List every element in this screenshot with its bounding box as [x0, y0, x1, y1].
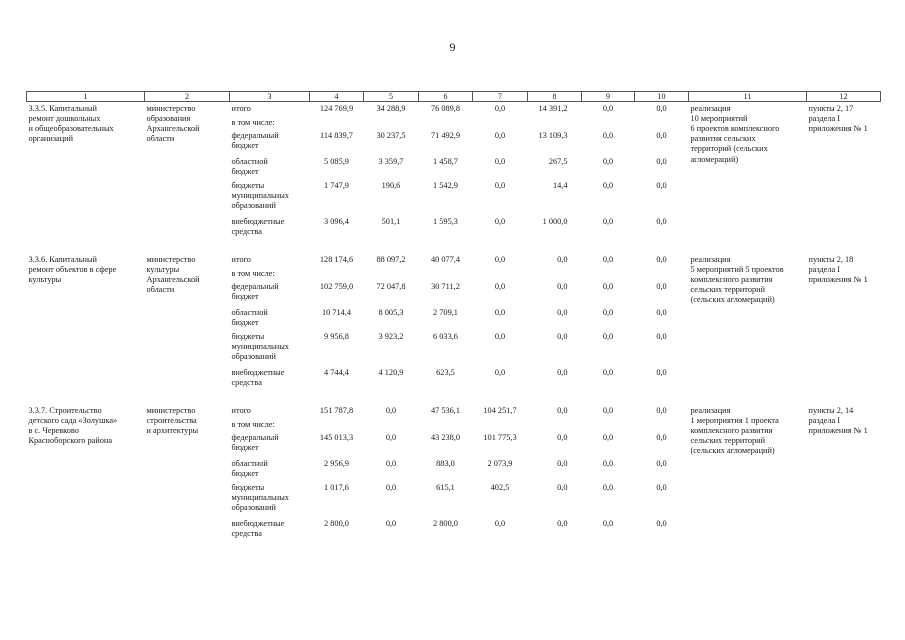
amount-cell: 0,0	[602, 157, 614, 166]
amount-cell: 0,0	[656, 181, 667, 190]
header-cell: 7	[473, 92, 528, 102]
amount-cell	[528, 118, 582, 131]
amount-cell: 1 458,7	[433, 157, 458, 166]
amount-cell: 76 089,8	[430, 104, 461, 113]
amount-cell	[635, 420, 689, 433]
amount-cell: 4 744,4	[324, 368, 349, 377]
amount-cell: 3 359,7	[378, 157, 404, 166]
amount-cell	[635, 118, 689, 131]
amount-cell	[419, 118, 473, 131]
amount-cell: 0,0	[494, 181, 506, 190]
amount-cell: 151 787,8	[319, 406, 354, 415]
amount-cell: 0,0	[385, 483, 397, 492]
expected-result: реализация 5 мероприятий 5 проектов комплексного развития сельских территорий (сельских агломераций)	[690, 255, 784, 305]
amount-cell: 1 747,9	[324, 181, 349, 190]
amount-cell: 0,0	[494, 308, 506, 317]
funding-source: областной бюджет	[231, 459, 268, 479]
amount-cell: 0,0	[602, 104, 614, 113]
amount-cell: 13 109,3	[538, 131, 568, 140]
amount-cell: 0,0	[656, 519, 667, 528]
amount-cell: 2 709,1	[433, 308, 458, 317]
amount-cell	[364, 420, 419, 433]
amount-cell: 267,5	[548, 157, 568, 166]
amount-cell: 0,0	[602, 282, 614, 291]
funding-source: итого	[231, 255, 251, 264]
header-cell: 4	[310, 92, 364, 102]
amount-cell: 30 237,5	[376, 131, 406, 140]
amount-cell: 0,0	[602, 519, 614, 528]
amount-cell: 0,0	[494, 332, 506, 341]
header-cell: 11	[689, 92, 807, 102]
amount-cell: 0,0	[385, 406, 397, 415]
amount-cell: 2 956,9	[324, 459, 349, 468]
amount-cell: 0,0	[494, 217, 506, 226]
amount-cell: 47 536,1	[430, 406, 461, 415]
amount-cell	[582, 420, 635, 433]
amount-cell: 0,0	[656, 483, 667, 492]
header-cell: 8	[528, 92, 582, 102]
amount-cell: 4 120,9	[378, 368, 404, 377]
amount-cell: 501,1	[381, 217, 401, 226]
amount-cell: 0,0	[602, 308, 614, 317]
expected-result: реализация 10 мероприятий 6 проектов комплексного развития сельских территорий (сельских агломераций)	[690, 104, 780, 164]
funding-table	[26, 91, 881, 541]
funding-source: бюджеты муниципальных образований	[231, 181, 289, 211]
amount-cell: 0,0	[602, 255, 614, 264]
amount-cell: 0,0	[656, 104, 667, 113]
amount-cell	[473, 118, 528, 131]
amount-cell: 145 013,3	[319, 433, 354, 442]
amount-cell: 88 097,2	[376, 255, 406, 264]
amount-cell: 1 595,3	[433, 217, 458, 226]
funding-source: бюджеты муниципальных образований	[231, 483, 289, 513]
table-body	[27, 102, 881, 542]
funding-source: внебюджетные средства	[231, 217, 285, 237]
amount-cell: 2 800,0	[324, 519, 349, 528]
amount-cell: 0,0	[494, 157, 506, 166]
amount-cell: 0,0	[494, 131, 506, 140]
spacer-cell	[27, 239, 881, 253]
funding-source: в том числе:	[231, 420, 275, 429]
amount-cell: 615,1	[436, 483, 455, 492]
amount-cell: 10 714,4	[321, 308, 352, 317]
amount-cell: 0,0	[557, 483, 568, 492]
table-row	[27, 102, 881, 119]
amount-cell: 0,0	[385, 459, 397, 468]
amount-cell	[473, 269, 528, 282]
reference-cell: пункты 2, 18 раздела I приложения № 1	[808, 255, 868, 285]
amount-cell: 1 017,6	[324, 483, 349, 492]
amount-cell: 402,5	[490, 483, 510, 492]
amount-cell: 0,0	[656, 433, 667, 442]
amount-cell	[528, 420, 582, 433]
amount-cell: 623,5	[436, 368, 455, 377]
funding-source: итого	[231, 406, 251, 415]
header-cell: 10	[635, 92, 689, 102]
amount-cell: 3 096,4	[324, 217, 349, 226]
amount-cell: 124 769,9	[319, 104, 354, 113]
table-row	[27, 404, 881, 420]
amount-cell: 0,0	[602, 217, 614, 226]
executor-name: министерство строительства и архитектуры	[146, 406, 199, 436]
amount-cell: 2 800,0	[433, 519, 458, 528]
amount-cell: 0,0	[656, 459, 667, 468]
amount-cell: 14,4	[552, 181, 568, 190]
measure-name: 3.3.6. Капитальный ремонт объектов в сфере культуры	[28, 255, 117, 285]
amount-cell: 0,0	[494, 255, 506, 264]
reference-cell: пункты 2, 17 раздела I приложения № 1	[808, 104, 868, 134]
amount-cell: 1 542,9	[433, 181, 458, 190]
amount-cell: 0,0	[557, 255, 568, 264]
amount-cell: 14 391,2	[538, 104, 568, 113]
block-spacer	[27, 390, 881, 404]
amount-cell: 104 251,7	[483, 406, 517, 415]
amount-cell: 114 839,7	[320, 131, 353, 140]
table-row	[27, 253, 881, 269]
amount-cell: 0,0	[557, 368, 568, 377]
amount-cell	[419, 269, 473, 282]
amount-cell: 43 238,0	[430, 433, 461, 442]
amount-cell: 0,0	[557, 459, 568, 468]
header-cell: 2	[145, 92, 230, 102]
executor-name: министерство образования Архангельской области	[146, 104, 200, 144]
amount-cell: 71 492,9	[430, 131, 461, 140]
funding-source: областной бюджет	[231, 157, 268, 177]
amount-cell	[473, 420, 528, 433]
header-cell: 6	[419, 92, 473, 102]
amount-cell: 0,0	[494, 368, 506, 377]
page-number: 9	[449, 40, 456, 54]
amount-cell: 0,0	[494, 519, 506, 528]
spacer-cell	[27, 390, 881, 404]
amount-cell: 0,0	[602, 433, 614, 442]
amount-cell: 6 033,6	[433, 332, 458, 341]
amount-cell: 190,6	[381, 181, 401, 190]
amount-cell: 0,0	[602, 406, 614, 415]
funding-source: федеральный бюджет	[231, 282, 279, 302]
header-cell: 1	[27, 92, 145, 102]
amount-cell: 0,0	[602, 483, 614, 492]
amount-cell: 0,0	[385, 519, 397, 528]
amount-cell: 34 288,9	[376, 104, 406, 113]
amount-cell: 0,0	[656, 131, 667, 140]
amount-cell	[635, 269, 689, 282]
header-row	[27, 92, 881, 102]
amount-cell: 0,0	[557, 433, 568, 442]
funding-source: итого	[231, 104, 251, 113]
amount-cell: 2 073,9	[487, 459, 513, 468]
amount-cell: 0,0	[602, 332, 614, 341]
funding-source: внебюджетные средства	[231, 519, 285, 539]
amount-cell: 72 047,8	[376, 282, 406, 291]
amount-cell: 0,0	[656, 332, 667, 341]
amount-cell: 5 085,9	[324, 157, 349, 166]
amount-cell: 0,0	[557, 282, 568, 291]
header-cell: 3	[230, 92, 310, 102]
amount-cell: 0,0	[557, 519, 568, 528]
amount-cell: 0,0	[602, 368, 614, 377]
header-cell: 5	[364, 92, 419, 102]
amount-cell: 0,0	[557, 332, 568, 341]
funding-source: внебюджетные средства	[231, 368, 285, 388]
funding-source: в том числе:	[231, 118, 275, 127]
amount-cell: 0,0	[602, 131, 614, 140]
amount-cell: 0,0	[656, 255, 667, 264]
block-spacer	[27, 239, 881, 253]
amount-cell	[582, 118, 635, 131]
amount-cell: 0,0	[656, 217, 667, 226]
amount-cell: 1 000,0	[542, 217, 568, 226]
funding-source: бюджеты муниципальных образований	[231, 332, 289, 362]
amount-cell: 0,0	[656, 368, 667, 377]
amount-cell: 0,0	[656, 157, 667, 166]
amount-cell: 883,0	[436, 459, 455, 468]
amount-cell	[528, 269, 582, 282]
reference-cell: пункты 2, 14 раздела I приложения № 1	[808, 406, 868, 436]
amount-cell	[310, 420, 364, 433]
amount-cell: 0,0	[557, 308, 568, 317]
amount-cell: 0,0	[385, 433, 397, 442]
funding-source: федеральный бюджет	[231, 131, 279, 151]
measure-name: 3.3.5. Капитальный ремонт дошкольных и общеобразовательных организаций	[28, 104, 114, 144]
amount-cell: 0,0	[557, 406, 568, 415]
amount-cell: 0,0	[494, 104, 506, 113]
amount-cell: 3 923,2	[378, 332, 404, 341]
amount-cell: 8 005,3	[378, 308, 404, 317]
amount-cell: 0,0	[656, 406, 667, 415]
amount-cell	[364, 118, 419, 131]
header-cell: 12	[807, 92, 881, 102]
amount-cell	[582, 269, 635, 282]
measure-name: 3.3.7. Строительство детского сада «Золушка» в с. Черевково Красноборского района	[28, 406, 118, 446]
funding-source: областной бюджет	[231, 308, 268, 328]
amount-cell	[419, 420, 473, 433]
amount-cell: 0,0	[494, 282, 506, 291]
funding-source: федеральный бюджет	[231, 433, 279, 453]
amount-cell: 0,0	[602, 459, 614, 468]
amount-cell	[310, 118, 364, 131]
amount-cell: 0,0	[602, 181, 614, 190]
amount-cell: 9 956,8	[324, 332, 349, 341]
amount-cell: 102 759,0	[319, 282, 354, 291]
amount-cell: 0,0	[656, 308, 667, 317]
amount-cell: 0,0	[656, 282, 667, 291]
expected-result: реализация 1 мероприятия 1 проекта комплексного развития сельских территорий (сельских агломераций)	[690, 406, 779, 456]
amount-cell: 40 077,4	[430, 255, 461, 264]
amount-cell: 30 711,2	[431, 282, 460, 291]
amount-cell: 128 174,6	[319, 255, 354, 264]
amount-cell: 101 775,3	[483, 433, 517, 442]
funding-source: в том числе:	[231, 269, 275, 278]
executor-name: министерство культуры Архангельской области	[146, 255, 200, 295]
amount-cell	[364, 269, 419, 282]
amount-cell	[310, 269, 364, 282]
header-cell: 9	[582, 92, 635, 102]
